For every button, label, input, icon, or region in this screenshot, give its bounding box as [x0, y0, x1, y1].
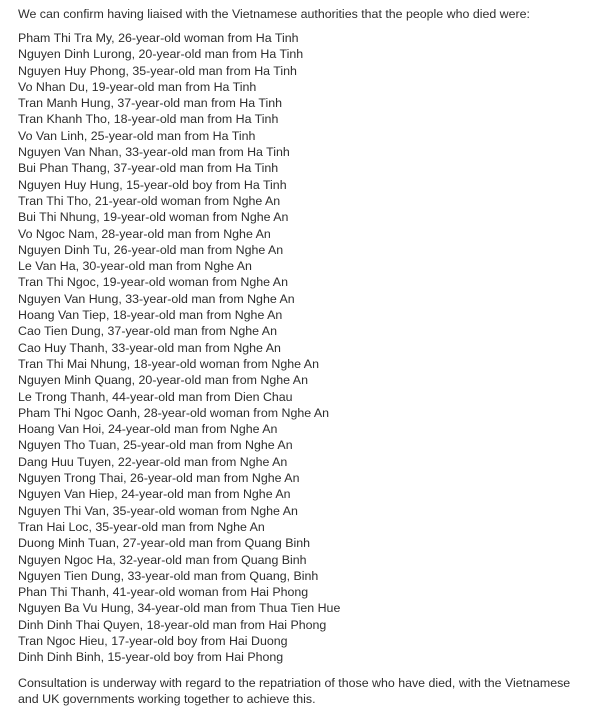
list-item: Nguyen Trong Thai, 26-year-old man from Nghe An	[18, 471, 300, 486]
intro-paragraph: We can confirm having liaised with the Vietnamese authorities that the people who died were:	[18, 7, 530, 21]
list-item: Cao Huy Thanh, 33-year-old man from Nghe An	[18, 340, 281, 355]
list-item: Nguyen Tien Dung, 33-year-old man from Quang, Binh	[18, 568, 319, 583]
list-item: Nguyen Van Nhan, 33-year-old man from Ha Tinh	[18, 145, 290, 160]
list-item: Duong Minh Tuan, 27-year-old man from Quang Binh	[18, 536, 311, 551]
list-item: Nguyen Van Hung, 33-year-old man from Nghe An	[18, 291, 295, 306]
list-item: Nguyen Thi Van, 35-year-old woman from Nghe An	[18, 503, 298, 518]
list-item: Nguyen Minh Quang, 20-year-old man from Nghe An	[18, 373, 308, 388]
list-item: Pham Thi Tra My, 26-year-old woman from Ha Tinh	[18, 31, 299, 45]
list-item: Vo Nhan Du, 19-year-old man from Ha Tinh	[18, 79, 257, 94]
list-item: Vo Ngoc Nam, 28-year-old man from Nghe An	[18, 226, 271, 241]
list-item: Tran Khanh Tho, 18-year-old man from Ha Tinh	[18, 112, 279, 127]
list-item: Nguyen Van Hiep, 24-year-old man from Nghe An	[18, 487, 291, 502]
list-item: Cao Tien Dung, 37-year-old man from Nghe An	[18, 324, 277, 339]
list-item: Dinh Dinh Binh, 15-year-old boy from Hai Phong	[18, 650, 284, 665]
list-item: Dinh Dinh Thai Quyen, 18-year-old man from Hai Phong	[18, 617, 327, 632]
closing-paragraph: Consultation is underway with regard to the repatriation of those who have died, with the Vietnamese and UK governments working together to achieve this.	[18, 675, 571, 707]
list-item: Tran Hai Loc, 35-year-old man from Nghe An	[18, 519, 265, 534]
list-item: Tran Manh Hung, 37-year-old man from Ha Tinh	[18, 96, 282, 111]
list-item: Phan Thi Thanh, 41-year-old woman from Hai Phong	[18, 585, 309, 600]
list-item: Nguyen Huy Phong, 35-year-old man from Ha Tinh	[18, 63, 297, 78]
list-item: Pham Thi Ngoc Oanh, 28-year-old woman from Nghe An	[18, 405, 330, 420]
list-item: Dang Huu Tuyen, 22-year-old man from Nghe An	[18, 454, 288, 469]
list-item: Nguyen Dinh Tu, 26-year-old man from Nghe An	[18, 242, 284, 257]
list-item: Nguyen Huy Hung, 15-year-old boy from Ha Tinh	[18, 177, 287, 192]
list-item: Nguyen Ba Vu Hung, 34-year-old man from Thua Tien Hue	[18, 601, 341, 616]
list-item: Nguyen Tho Tuan, 25-year-old man from Nghe An	[18, 438, 293, 453]
list-item: Bui Thi Nhung, 19-year-old woman from Nghe An	[18, 210, 289, 225]
list-item: Hoang Van Tiep, 18-year-old man from Nghe An	[18, 308, 283, 323]
list-item: Bui Phan Thang, 37-year-old man from Ha Tinh	[18, 161, 279, 176]
list-item: Tran Ngoc Hieu, 17-year-old boy from Hai Duong	[18, 633, 288, 648]
victims-list	[18, 30, 588, 666]
list-item: Hoang Van Hoi, 24-year-old man from Nghe An	[18, 422, 278, 437]
list-item: Vo Van Linh, 25-year-old man from Ha Tinh	[18, 128, 256, 143]
list-item: Tran Thi Tho, 21-year-old woman from Nghe An	[18, 193, 281, 208]
list-item: Nguyen Dinh Lurong, 20-year-old man from Ha Tinh	[18, 47, 304, 62]
list-item: Tran Thi Ngoc, 19-year-old woman from Nghe An	[18, 275, 288, 290]
list-item: Le Van Ha, 30-year-old man from Nghe An	[18, 259, 252, 274]
list-item: Nguyen Ngoc Ha, 32-year-old man from Quang Binh	[18, 552, 307, 567]
list-item: Tran Thi Mai Nhung, 18-year-old woman from Nghe An	[18, 356, 319, 371]
list-item: Le Trong Thanh, 44-year-old man from Dien Chau	[18, 389, 293, 404]
